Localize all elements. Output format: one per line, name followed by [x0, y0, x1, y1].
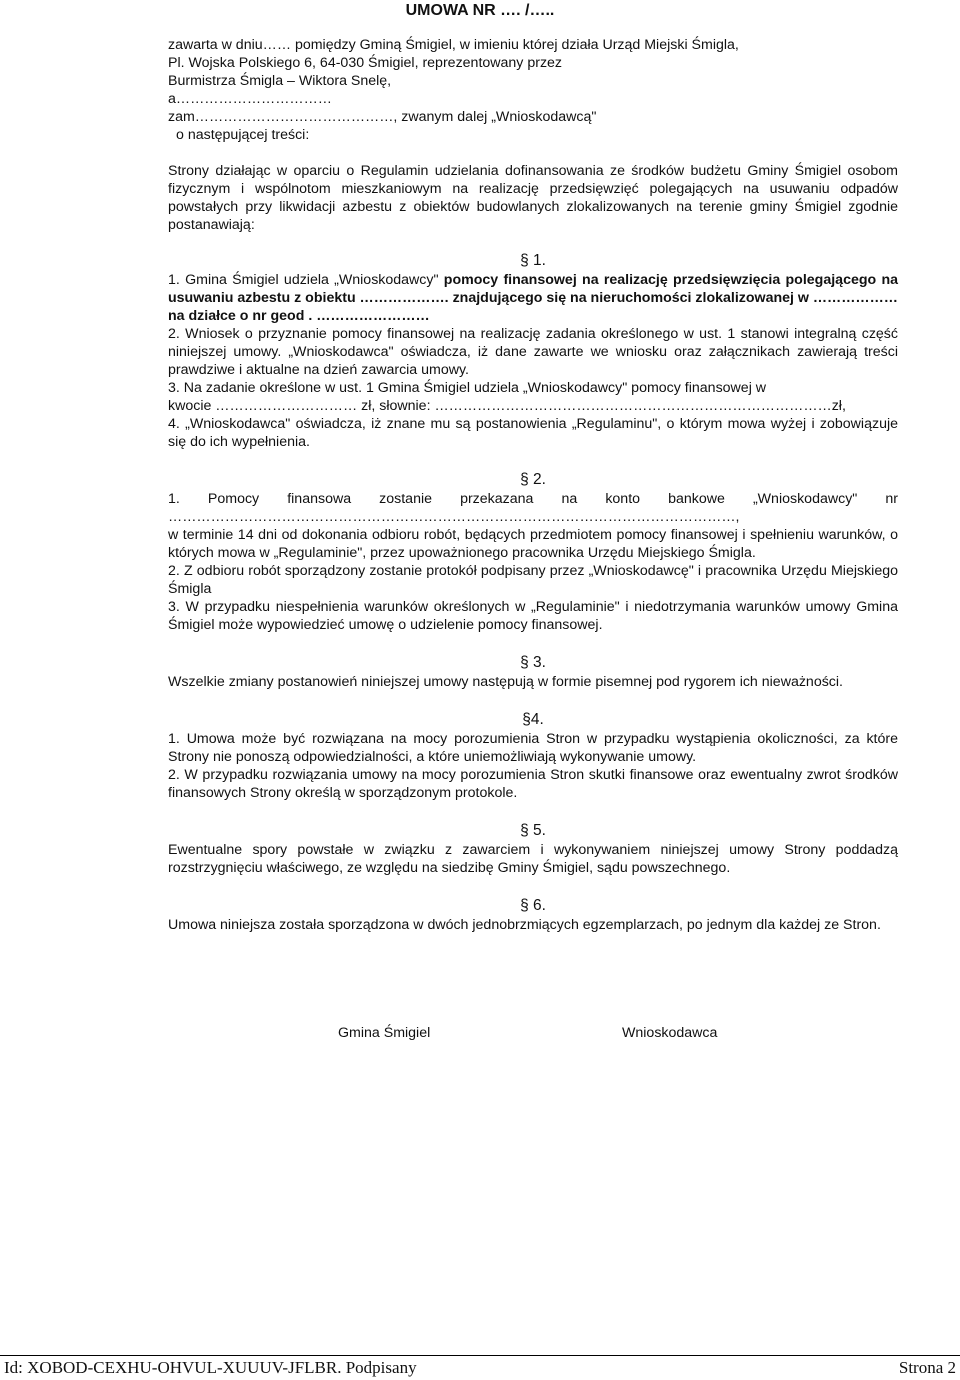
section-2-paragraph-1a: 1. Pomocy finansowa zostanie przekazana na konto bankowe „Wnioskodawcy" nr	[168, 491, 898, 507]
document-body	[168, 36, 898, 934]
intro-line: Burmistrza Śmigla – Wiktora Snelę,	[168, 73, 392, 89]
section-1-paragraph-1	[168, 271, 898, 325]
section-6-paragraph-1: Umowa niniejsza została sporządzona w dwóch jednobrzmiących egzemplarzach, po jednym dla każdej ze Stron.	[168, 917, 881, 933]
section-1-paragraph-3b: kwocie ………………………… zł, słownie: …………………………………………………………………………zł,	[168, 398, 846, 414]
section-5-heading: § 5.	[520, 822, 546, 839]
section-2-paragraph-2: 2. Z odbioru robót sporządzony zostanie protokół podpisany przez „Wnioskodawcę" i pracownika Urzędu Miejskiego Śmigla	[168, 563, 898, 597]
section-1-paragraph-2: 2. Wniosek o przyznanie pomocy finansowej na realizację zadania określonego w ust. 1 stanowi integralną część niniejszej umowy. „Wnioskodawca" oświadcza, iż dane zawarte we wniosku oraz załącznikach zawierają treści prawdziwe i aktualne na dzień zawarcia umowy.	[168, 326, 898, 378]
page-number: Strona 2	[898, 1358, 956, 1377]
intro-line: Pl. Wojska Polskiego 6, 64-030 Śmigiel, reprezentowany przez	[168, 55, 563, 71]
intro-line: zawarta w dniu…… pomiędzy Gminą Śmigiel, w imieniu której działa Urząd Miejski Śmigla,	[168, 37, 739, 53]
section-1-heading: § 1.	[520, 252, 546, 269]
section-6-heading: § 6.	[520, 897, 546, 914]
intro-line: o następującej treści:	[176, 127, 310, 143]
intro-block	[168, 36, 898, 144]
section-4-heading: §4.	[522, 711, 544, 728]
signature-gmina: Gmina Śmigiel	[338, 1025, 431, 1041]
section-4-paragraph-1: 1. Umowa może być rozwiązana na mocy porozumienia Stron w przypadku wystąpienia okoliczności, za które Strony nie ponoszą odpowiedzialności, a które uniemożliwiają wykonywanie umowy.	[168, 731, 898, 765]
section-3-heading: § 3.	[520, 654, 546, 671]
section-2-paragraph-3: 3. W przypadku niespełnienia warunków określonych w „Regulaminie" i niedotrzymania warunków umowy Gmina Śmigiel może wypowiedzieć umowę o udzielenie pomocy finansowej.	[168, 599, 898, 633]
document-title: UMOWA NR …. /…..	[405, 2, 555, 19]
document-id: Id: XOBOD-CEXHU-OHVUL-XUUUV-JFLBR. Podpisany	[4, 1358, 417, 1377]
section-2-paragraph-1c: w terminie 14 dni od dokonania odbioru robót, będących przedmiotem pomocy finansowej i spełnieniu warunków, o których mowa w „Regulaminie", przez upoważnionego pracownika Urzędu Miejskiego Śmigla.	[168, 527, 898, 561]
page-footer	[0, 1355, 960, 1380]
section-1-p1-normal: 1. Gmina Śmigiel udziela „Wnioskodawcy"	[168, 272, 444, 288]
intro-line: a……………………………	[168, 91, 332, 107]
intro-line: zam……………………………………, zwanym dalej „Wnioskodawcą"	[168, 109, 597, 125]
section-2-heading: § 2.	[520, 471, 546, 488]
section-5-paragraph-1: Ewentualne spory powstałe w związku z zawarciem i wykonywaniem niniejszej umowy Strony poddadzą rozstrzygnięciu właściwego, ze względu na siedzibę Gminy Śmigiel, sądu powszechnego.	[168, 842, 898, 876]
section-3-paragraph-1: Wszelkie zmiany postanowień niniejszej umowy następują w formie pisemnej pod rygorem ich nieważności.	[168, 674, 843, 690]
preamble-paragraph: Strony działając w oparciu o Regulamin udzielania dofinansowania ze środków budżetu Gminy Śmigiel osobom fizycznym i wspólnotom mieszkaniowym na realizację przedsięwzięć polegających na usuwaniu odpadów powstałych przy likwidacji azbestu z obiektów budowlanych zlokalizowanych na terenie gminy Śmigiel zgodnie postanawiają:	[168, 163, 898, 233]
section-1-p1-bold: pomocy finansowej na realizację przedsięwzięcia polegającego na usuwaniu azbestu z obiektu ………………. znajdującego się na nieruchomości zlokalizowanej w ……………… na działce o nr geod . ……………………	[168, 272, 898, 324]
section-1-paragraph-3a: 3. Na zadanie określone w ust. 1 Gmina Śmigiel udziela „Wnioskodawcy" pomocy finansowej w	[168, 380, 767, 396]
section-1-paragraph-4: 4. „Wnioskodawca" oświadcza, iż znane mu są postanowienia „Regulaminu", o którym mowa wyżej i zobowiązuje się do ich wypełnienia.	[168, 416, 898, 450]
section-2-paragraph-1b: …………………………………………………………………………………………………………,	[168, 509, 740, 525]
signature-wnioskodawca: Wnioskodawca	[622, 1025, 718, 1041]
section-4-paragraph-2: 2. W przypadku rozwiązania umowy na mocy porozumienia Stron skutki finansowe oraz ewentualny zwrot środków finansowych Strony określą w sporządzonym protokole.	[168, 767, 898, 801]
